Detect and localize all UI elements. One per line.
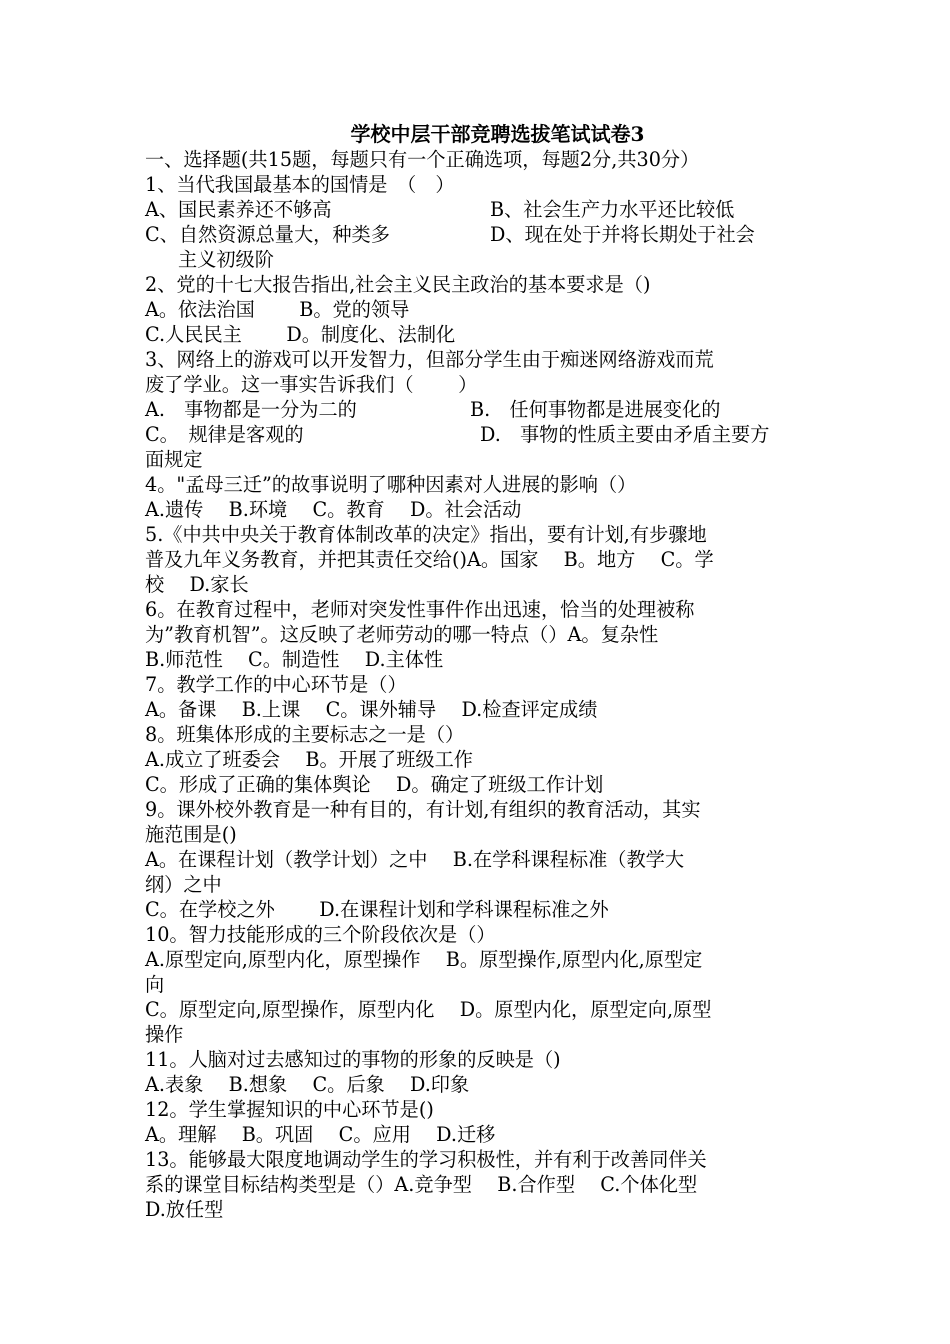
text-line <box>145 922 810 947</box>
text-line-content: 校 D.家长 <box>145 573 249 596</box>
option-second-column: D、现在处于并将长期处于社会 <box>490 223 755 246</box>
text-line-content: A。依法治国 B。党的领导 <box>145 298 410 321</box>
text-line <box>145 1047 810 1072</box>
text-line-content: 7。教学工作的中心环节是（） <box>145 673 407 696</box>
text-line <box>145 647 810 672</box>
text-line <box>145 272 810 297</box>
text-line-content: 施范围是() <box>145 823 237 846</box>
option-second-column: B、社会生产力水平还比较低 <box>490 198 735 221</box>
text-line <box>145 422 810 447</box>
text-line-content: 13。能够最大限度地调动学生的学习积极性，并有利于改善同伴关 <box>145 1148 707 1171</box>
text-line <box>145 822 810 847</box>
exam-page <box>145 122 810 1222</box>
text-line-content: 4。"孟母三迁”的故事说明了哪种因素对人进展的影响（） <box>145 473 637 496</box>
text-line-content: C。 规律是客观的 <box>145 423 304 446</box>
text-line <box>145 947 810 972</box>
text-line-content: A、国民素养还不够高 <box>145 198 332 221</box>
text-line <box>145 547 810 572</box>
text-line-content: 5.《中共中央关于教育体制改革的决定》指出，要有计划,有步骤地 <box>145 523 707 546</box>
exam-title: 学校中层干部竞聘选拔笔试试卷3 <box>350 122 645 146</box>
text-line <box>145 247 810 272</box>
text-line <box>145 172 810 197</box>
text-line <box>145 697 810 722</box>
text-line <box>145 322 810 347</box>
text-line <box>145 897 810 922</box>
text-line <box>145 447 810 472</box>
text-line-content: 11。人脑对过去感知过的事物的形象的反映是（) <box>145 1048 561 1071</box>
text-line <box>145 872 810 897</box>
text-line-content: 9。课外校外教育是一种有目的，有计划,有组织的教育活动，其实 <box>145 798 701 821</box>
text-line <box>145 347 810 372</box>
text-line <box>145 1172 810 1197</box>
text-line <box>145 1197 810 1222</box>
text-line <box>145 747 810 772</box>
text-line-content: D.放任型 <box>145 1198 224 1221</box>
text-line-content: 废了学业。这一事实告诉我们（ ） <box>145 373 478 396</box>
text-line-content: A.遗传 B.环境 C。教育 D。社会活动 <box>145 498 522 521</box>
text-line <box>145 572 810 597</box>
text-line-content: 8。班集体形成的主要标志之一是（） <box>145 723 465 746</box>
text-line-content: C。形成了正确的集体舆论 D。确定了班级工作计划 <box>145 773 604 796</box>
text-line-content: C、自然资源总量大，种类多 <box>145 223 390 246</box>
text-line-content: 6。在教育过程中，老师对突发性事件作出迅速，恰当的处理被称 <box>145 598 695 621</box>
option-second-column: D. 事物的性质主要由矛盾主要方 <box>480 423 770 446</box>
text-line-content: C.人民民主 D。制度化、法制化 <box>145 323 456 346</box>
text-line <box>145 197 810 222</box>
text-line <box>145 1122 810 1147</box>
text-line <box>145 1022 810 1047</box>
question-list <box>145 172 810 1222</box>
text-line-content: A.原型定向,原型内化，原型操作 B。原型操作,原型内化,原型定 <box>145 948 703 971</box>
text-line-content: A.表象 B.想象 C。后象 D.印象 <box>145 1073 470 1096</box>
text-line <box>145 472 810 497</box>
text-line <box>145 797 810 822</box>
text-line <box>145 297 810 322</box>
text-line <box>145 672 810 697</box>
text-line-content: 面规定 <box>145 448 203 471</box>
text-line-content: 普及九年义务教育，并把其责任交给()A。国家 B。地方 C。学 <box>145 548 714 571</box>
text-line-content: 系的课堂目标结构类型是（）A.竞争型 B.合作型 C.个体化型 <box>145 1173 698 1196</box>
text-line <box>145 1072 810 1097</box>
text-line-content: 12。学生掌握知识的中心环节是() <box>145 1098 434 1121</box>
text-line-content: A。理解 B。巩固 C。应用 D.迁移 <box>145 1123 496 1146</box>
text-line <box>145 722 810 747</box>
text-line <box>145 772 810 797</box>
text-line-content: 3、网络上的游戏可以开发智力，但部分学生由于痴迷网络游戏而荒 <box>145 348 714 371</box>
text-line-content: 操作 <box>145 1023 184 1046</box>
text-line-content: 1、当代我国最基本的国情是 （ ） <box>145 173 455 196</box>
text-line <box>145 847 810 872</box>
text-line <box>145 597 810 622</box>
text-line-content: B.师范性 C。制造性 D.主体性 <box>145 648 444 671</box>
text-line <box>145 397 810 422</box>
text-line-content: A. 事物都是一分为二的 <box>145 398 357 421</box>
text-line-content: A。在课程计划（教学计划）之中 B.在学科课程标准（教学大 <box>145 848 685 871</box>
text-line-content: 为”教育机智”。这反映了老师劳动的哪一特点（）A。复杂性 <box>145 623 659 646</box>
text-line-content: 纲）之中 <box>145 873 222 896</box>
text-line <box>145 497 810 522</box>
text-line-content: 向 <box>145 973 165 996</box>
text-line-content: 2、党的十七大报告指出,社会主义民主政治的基本要求是（) <box>145 273 651 296</box>
text-line <box>145 1097 810 1122</box>
text-line <box>145 222 810 247</box>
text-line <box>145 997 810 1022</box>
option-second-column: B. 任何事物都是进展变化的 <box>470 398 721 421</box>
text-line-content: C。原型定向,原型操作，原型内化 D。原型内化，原型定向,原型 <box>145 998 712 1021</box>
text-line <box>145 522 810 547</box>
text-line <box>145 972 810 997</box>
text-line <box>145 622 810 647</box>
text-line-content: 10。智力技能形成的三个阶段依次是（） <box>145 923 496 946</box>
text-line <box>145 1147 810 1172</box>
section-heading: 一、选择题(共15题，每题只有一个正确选项，每题2分,共30分） <box>145 148 700 171</box>
text-line-content: 主义初级阶 <box>178 248 274 271</box>
text-line <box>145 372 810 397</box>
text-line-content: A。备课 B.上课 C。课外辅导 D.检查评定成绩 <box>145 698 598 721</box>
text-line-content: C。在学校之外 D.在课程计划和学科课程标准之外 <box>145 898 609 921</box>
text-line-content: A.成立了班委会 B。开展了班级工作 <box>145 748 473 771</box>
